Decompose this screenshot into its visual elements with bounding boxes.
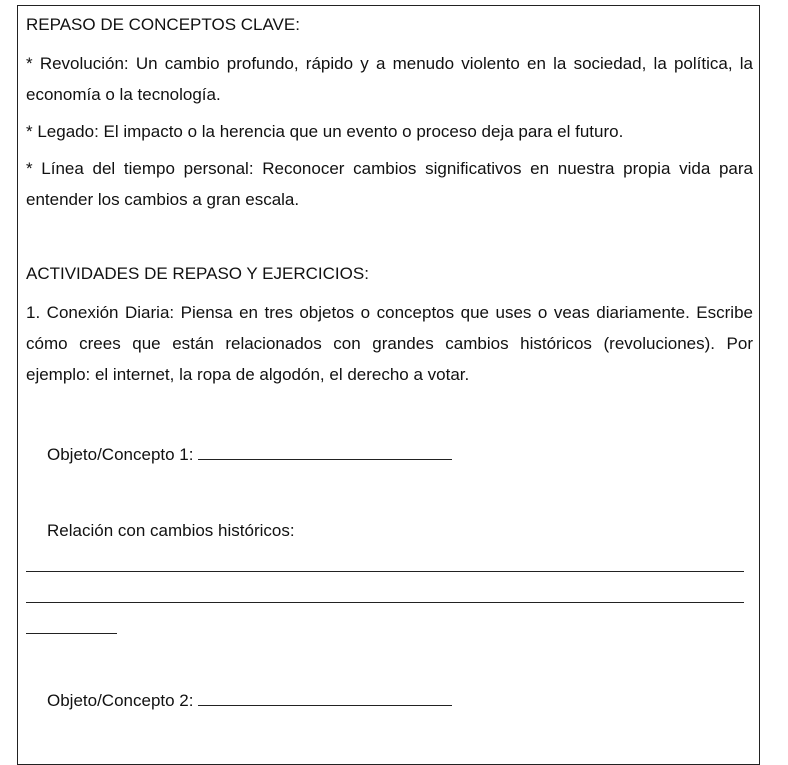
relation-label: Relación con cambios históricos: <box>47 521 295 540</box>
activity-1-text: 1. Conexión Diaria: Piensa en tres objetos o conceptos que uses o veas diariamente. Escribe cómo crees que están relacionados con grandes cambios históricos (revoluciones). Por ejemplo: el internet, la ropa de algodón, el derecho a votar. <box>26 303 753 384</box>
worksheet-content <box>26 13 753 390</box>
key-concepts-heading: REPASO DE CONCEPTOS CLAVE: <box>26 15 300 34</box>
answer-line-2[interactable] <box>26 602 744 603</box>
object-1-label: Objeto/Concepto 1: <box>47 445 194 464</box>
object-1-blank[interactable] <box>198 443 452 460</box>
concept-revolucion: * Revolución: Un cambio profundo, rápido y a menudo violento en la sociedad, la política, la economía o la tecnología. <box>26 54 753 104</box>
answer-line-1[interactable] <box>26 571 744 572</box>
object-2-row <box>47 689 452 713</box>
answer-line-3[interactable] <box>26 633 117 634</box>
concept-legado: * Legado: El impacto o la herencia que un evento o proceso deja para el futuro. <box>26 122 624 141</box>
object-1-row <box>47 443 452 467</box>
concept-linea-del-tiempo: * Línea del tiempo personal: Reconocer cambios significativos en nuestra propia vida para entender los cambios a gran escala. <box>26 159 753 209</box>
activities-heading: ACTIVIDADES DE REPASO Y EJERCICIOS: <box>26 264 369 283</box>
object-2-label: Objeto/Concepto 2: <box>47 691 194 710</box>
object-2-blank[interactable] <box>198 689 452 706</box>
